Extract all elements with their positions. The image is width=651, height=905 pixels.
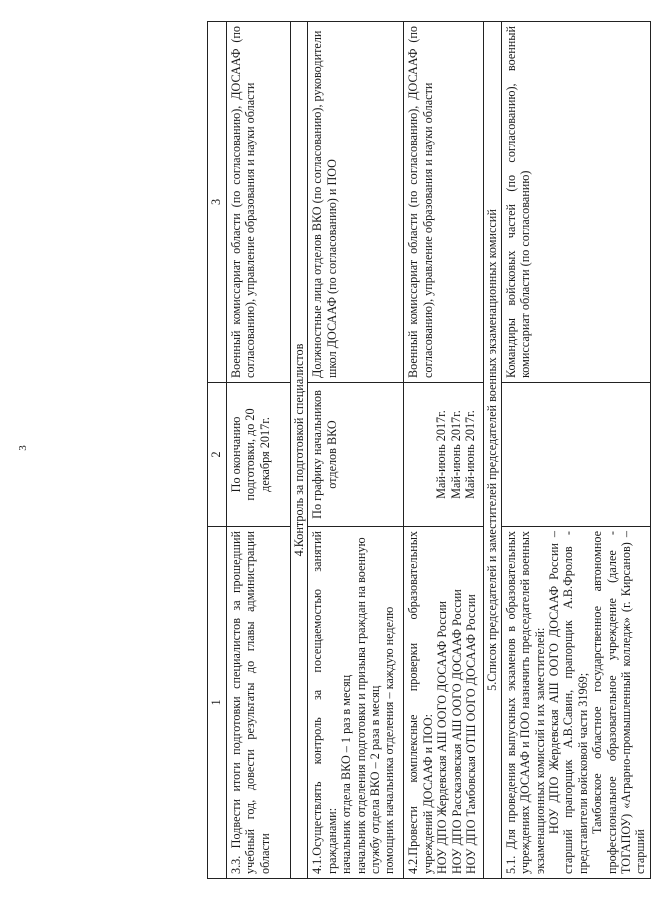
row-5-1-line: НОУ ДПО Жердевская АШ ООГО ДОСААФ России – старший прапорщик А.В.Савин, прапорщик А.В.Фролов - представители войсковой части 31969;: [546, 531, 590, 874]
row-4-1-responsible: Должностные лица отделов ВКО (по согласованию), руководители школ ДОСААФ (по согласованию) и ПОО: [308, 22, 404, 383]
row-4-2-task: [404, 527, 484, 879]
row-4-2-line: 4.2.Провести комплексные проверки образовательных учреждений ДОСААФ и ПОО:: [406, 531, 435, 874]
row-5-1-line: Тамбовское областное государственное автономное профессиональное образовательное учреждение (далее - ТОГАПОУ) «Аграрно-промышленный колледж» (г. Кирсанов) – старший: [590, 531, 648, 874]
row-5-1-line: 5.1. Для проведения выпускных экзаменов в образовательных учреждениях ДОСААФ и ПОО назначить председателей военных экзаменационных комиссий и их заместителей:: [503, 531, 547, 874]
row-3-3-responsible: Военный комиссариат области (по согласованию), ДОСААФ (по согласованию), управление образования и науки области: [227, 22, 291, 383]
row-4-2-line: НОУ ДПО Рассказовская АШ ООГО ДОСААФ России: [449, 589, 464, 874]
row-3-3-deadline: По окончанию подготовки, до 20 декабря 2017г.: [227, 383, 291, 527]
row-5-1-deadline: [501, 383, 650, 527]
row-4-2-line: НОУ ДПО Тамбовская ОТШ ООГО ДОСААФ России: [463, 594, 478, 874]
table-row: [501, 22, 650, 879]
table-row: [404, 22, 484, 879]
row-5-1-responsible: Командиры войсковых частей (по согласованию), военный комиссариат области (по согласованию): [501, 22, 650, 383]
row-5-1-task: [501, 527, 650, 879]
header-col-2: 2: [208, 383, 227, 527]
section-4-title: 4.Контроль за подготовкой специалистов: [291, 22, 308, 879]
row-4-2-date: Май-июнь 2017г.: [434, 410, 449, 499]
row-4-1-line: начальник отдела ВКО – 1 раз в месяц: [339, 674, 354, 874]
header-col-1: 1: [208, 527, 227, 879]
header-col-3: 3: [208, 22, 227, 383]
row-4-2-date: [406, 387, 434, 522]
row-4-2-line: НОУ ДПО Жердевская АШ ООГО ДОСААФ России: [435, 600, 450, 874]
table-row: [308, 22, 404, 879]
row-4-1-line: начальник отделения подготовки и призыва граждан на военную службу отдела ВКО – 2 раза в месяц: [353, 537, 382, 874]
plan-table: [207, 21, 651, 879]
row-4-1-line: 4.1.Осуществлять контроль за посещаемостью занятий гражданами:: [310, 531, 339, 874]
row-4-2-date: Май-июнь 2017г.: [463, 410, 478, 499]
row-4-2-date: Май-июнь 2017г.: [448, 410, 463, 499]
row-4-1-line: помощник начальника отделения – каждую неделю: [382, 606, 397, 874]
table-header-row: [208, 22, 227, 879]
section-5-title: 5.Список председателей и заместителей председателей военных экзаменационных комиссий: [484, 22, 501, 879]
row-4-1-task: [308, 527, 404, 879]
section-5-row: [484, 22, 501, 879]
row-4-2-deadline: [404, 383, 484, 527]
row-4-2-responsible: Военный комиссариат области (по согласованию), ДОСААФ (по согласованию), управление образования и науки области: [404, 22, 484, 383]
rotated-table-sheet: [207, 26, 648, 879]
row-4-1-deadline: По графику начальников отделов ВКО: [308, 383, 404, 527]
row-3-3-task: 3.3. Подвести итоги подготовки специалистов за прошедший учебный год, довести результаты до главы администрации области: [227, 527, 291, 879]
section-4-row: [291, 22, 308, 879]
page-number: 3: [16, 445, 29, 451]
table-row: [227, 22, 291, 879]
